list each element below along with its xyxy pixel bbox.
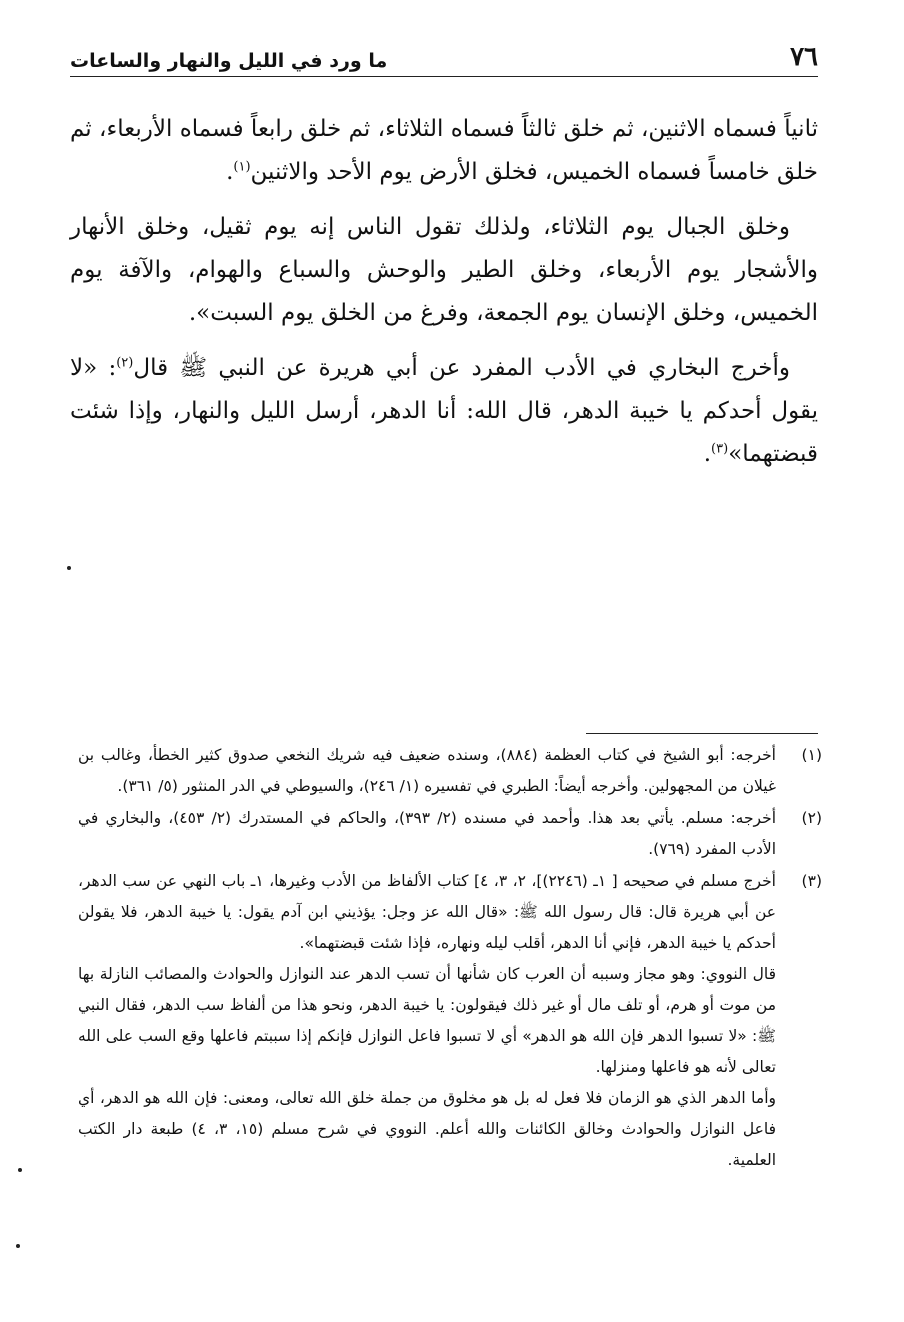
paragraph-3-end: . <box>703 441 712 467</box>
paragraph-2 <box>70 206 818 335</box>
page-number: ٧٦ <box>790 42 818 72</box>
paragraph-3-text: وأخرج البخاري في الأدب المفرد عن أبي هريرة عن النبي ﷺ قال <box>133 355 791 381</box>
footnote-text: قال النووي: وهو مجاز وسببه أن العرب كان شأنها أن تسب الدهر عند النوازل والحوادث والمصائب النازلة بها من موت أو هرم، أو تلف مال أو غير ذلك فيقولون: يا خيبة الدهر، ونحو هذا من ألفاظ سب الدهر، فقال النبي ﷺ: «لا تسبوا الدهر فإن الله هو الدهر» أي لا تسبوا فاعل النوازل فإنكم إذا سببتم فاعلها وقع السب على الله تعالى لأنه هو فاعلها ومنزلها. <box>78 965 776 1076</box>
footnote-3 <box>78 866 822 1176</box>
paragraph-1-text: ثانياً فسماه الاثنين، ثم خلق ثالثاً فسماه الثلاثاء، ثم خلق رابعاً فسماه الأربعاء، ثم خلق خامساً فسماه الخميس، فخلق الأرض يوم الأحد والاثنين <box>70 116 818 185</box>
footnote-ref-3[interactable]: (٣) <box>711 441 729 457</box>
paragraph-1 <box>70 108 818 194</box>
scan-speck <box>18 1168 22 1172</box>
footnote-number: (٣) <box>801 872 822 890</box>
scan-speck <box>67 566 71 570</box>
paragraph-2-text: وخلق الجبال يوم الثلاثاء، ولذلك تقول الناس إنه يوم ثقيل، وخلق الأنهار والأشجار يوم الأربعاء، وخلق الطير والوحش والسباع والهوام، والآفة يوم الخميس، وخلق الإنسان يوم الجمعة، وفرغ من الخلق يوم السبت». <box>70 214 818 326</box>
scan-speck <box>16 1244 20 1248</box>
footnote-1 <box>78 740 822 802</box>
main-text <box>70 108 818 488</box>
footnote-number: (٢) <box>801 809 822 827</box>
footnote-2 <box>78 803 822 865</box>
footnote-text: وأما الدهر الذي هو الزمان فلا فعل له بل هو مخلوق من جملة خلق الله تعالى، ومعنى: فإن الله هو الدهر، أي فاعل النوازل والحوادث وخالق الكائنات والله أعلم. النووي في شرح مسلم (١٥، ٣، ٤) طبعة دار الكتب العلمية. <box>78 1089 776 1169</box>
footnote-ref-2[interactable]: (٢) <box>116 355 134 371</box>
paragraph-1-end: . <box>226 159 234 185</box>
footnote-body <box>78 740 776 802</box>
footnote-number: (١) <box>801 746 822 764</box>
footnote-body <box>78 866 776 1176</box>
footnotes <box>78 740 822 1177</box>
footnote-body <box>78 803 776 865</box>
page-header <box>70 34 818 77</box>
hadith-quote: : «لا يقول أحدكم يا خيبة الدهر، قال الله: أنا الدهر، أرسل الليل والنهار، وإذا شئت قبضتهما» <box>70 355 818 467</box>
running-title: ما ورد في الليل والنهار والساعات <box>70 50 388 72</box>
footnote-text: أخرج مسلم في صحيحه [ ١ـ (٢٢٤٦)]، ٢، ٣، ٤] كتاب الألفاظ من الأدب وغيرها، ١ـ باب النهي عن سب الدهر، عن أبي هريرة قال: قال رسول الله ﷺ: «قال الله عز وجل: يؤذيني ابن آدم يقول: يا خيبة الدهر، فلا يقولن أحدكم يا خيبة الدهر، فإني أنا الدهر، أقلب ليله ونهاره، فإذا شئت قبضتهما». <box>78 872 776 952</box>
footnote-divider <box>586 733 818 734</box>
paragraph-3 <box>70 347 818 476</box>
footnote-text: أخرجه: مسلم. يأتي بعد هذا. وأحمد في مسنده (٢/ ٣٩٣)، والحاكم في المستدرك (٢/ ٤٥٣)، والبخاري في الأدب المفرد (٧٦٩). <box>78 809 776 858</box>
footnote-text: أخرجه: أبو الشيخ في كتاب العظمة (٨٨٤)، وسنده ضعيف فيه شريك النخعي صدوق كثير الخطأ، وغالب بن غيلان من المجهولين. وأخرجه أيضاً: الطبري في تفسيره (١/ ٢٤٦)، والسيوطي في الدر المنثور (٥/ ٣٦١). <box>78 746 776 795</box>
footnote-ref-1[interactable]: (١) <box>233 159 251 175</box>
